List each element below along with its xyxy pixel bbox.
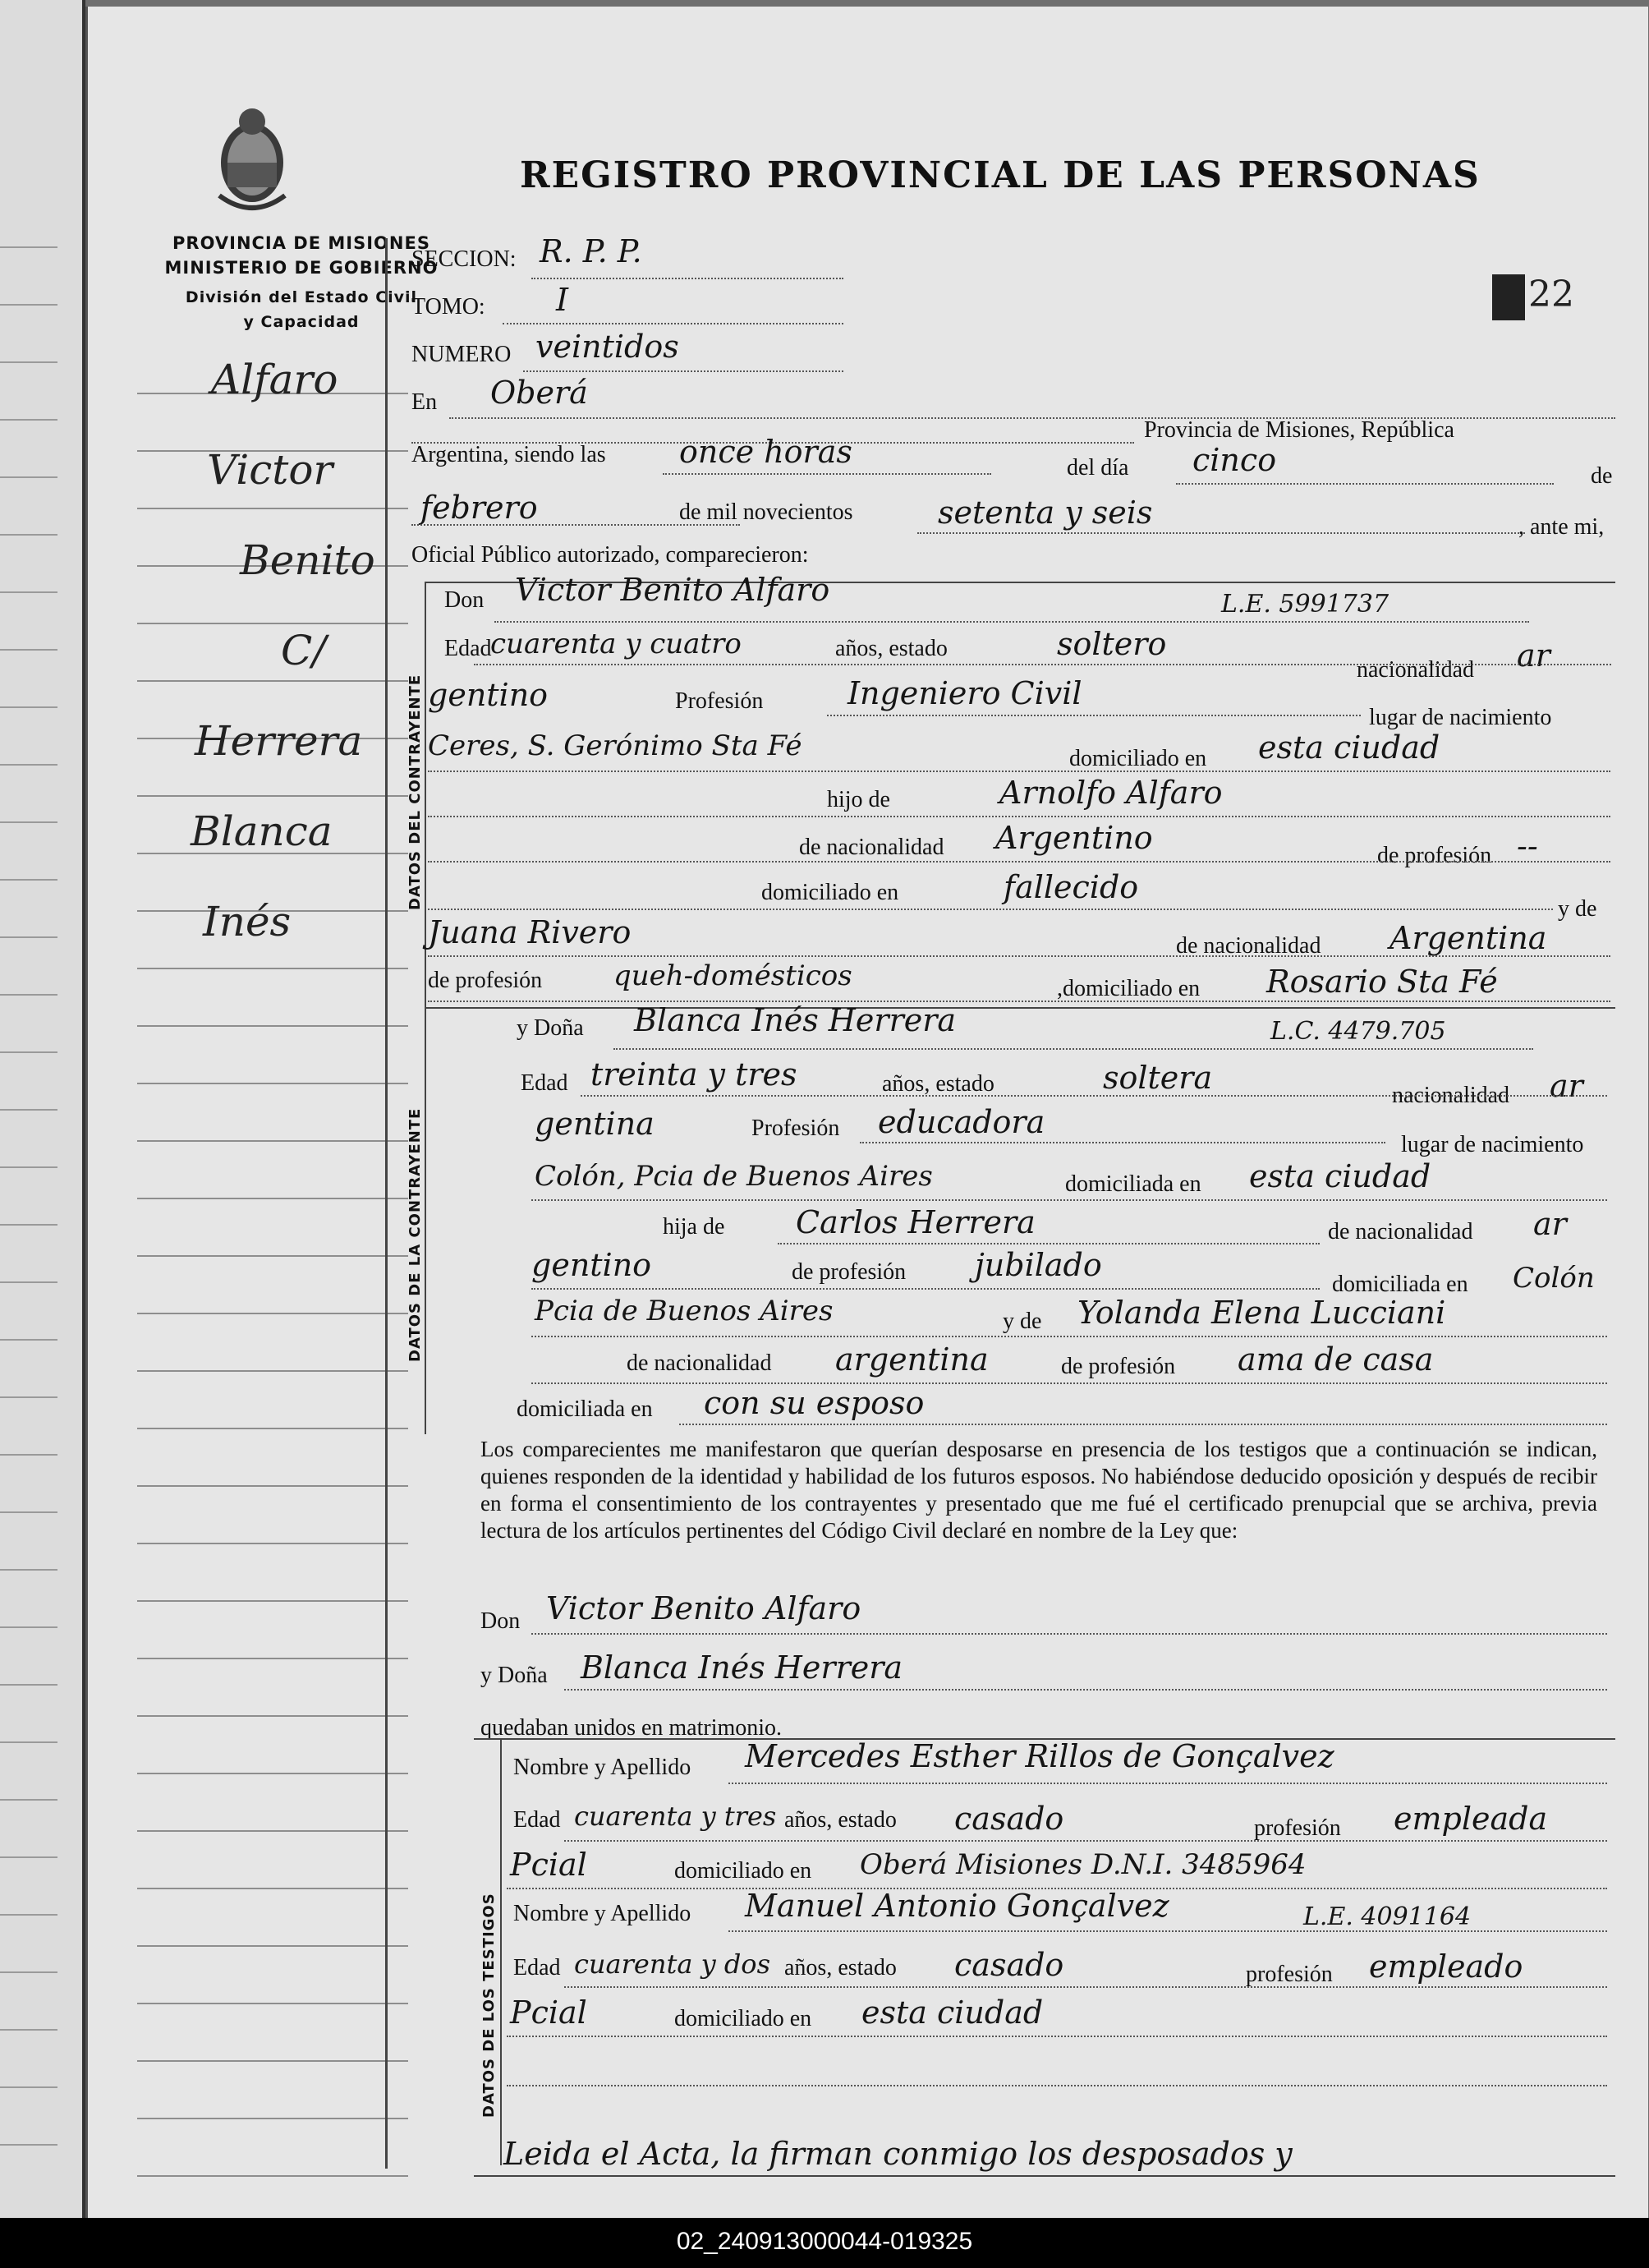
form-left-border: [385, 238, 388, 2169]
oficial-text: Oficial Público autorizado, comparecieron:: [411, 542, 809, 568]
madre-dom: Rosario Sta Fé: [1266, 964, 1498, 1000]
contrayente-domicilio: esta ciudad: [1258, 729, 1440, 766]
testigo2-doc: L.E. 4091164: [1303, 1902, 1472, 1931]
page-number-value: 22: [1528, 274, 1574, 315]
padre2-prof: jubilado: [975, 1247, 1102, 1283]
numero-label: NUMERO: [411, 342, 512, 367]
anios-label-2: años, estado: [882, 1071, 994, 1097]
t1-edad-label: Edad: [513, 1807, 561, 1833]
contrayenta-top-rule: [425, 1007, 1615, 1009]
province-line-4: y Capacidad: [243, 313, 360, 331]
t1-dom-label: domiciliado en: [674, 1858, 812, 1884]
province-line-3: División del Estado Civil: [185, 288, 418, 306]
de-label: de: [1591, 463, 1613, 489]
y-de-label: y de: [1558, 896, 1597, 922]
contrayenta-domicilio: esta ciudad: [1249, 1158, 1431, 1194]
argentina-siendo-label: Argentina, siendo las: [411, 442, 606, 467]
margin-note-5: Herrera: [195, 717, 363, 765]
tomo-value: I: [556, 282, 569, 318]
testigo2-nombre: Manuel Antonio Gonçalvez: [745, 1888, 1169, 1924]
contrayenta-lugar: Colón, Pcia de Buenos Aires: [535, 1160, 933, 1193]
coat-of-arms-icon: [203, 97, 301, 220]
padre-nac-label: de nacionalidad: [799, 835, 944, 860]
testigo2-edad: cuarenta y dos: [574, 1948, 770, 1980]
t1-prof-label: profesión: [1254, 1815, 1341, 1841]
contrayenta-nac-1: ar: [1550, 1068, 1583, 1104]
domiciliada-label: domiciliada en: [1065, 1171, 1201, 1197]
contrayente-doc: L.E. 5991737: [1221, 590, 1389, 619]
don-label-2: Don: [480, 1608, 521, 1634]
margin-note-7: Inés: [203, 898, 292, 945]
contrayenta-nombre: Blanca Inés Herrera: [634, 1002, 957, 1038]
document-title: REGISTRO PROVINCIAL DE LAS PERSONAS: [520, 154, 1481, 196]
side-label-testigos: DATOS DE LOS TESTIGOS: [480, 1893, 498, 2118]
margin-note-3: Benito: [240, 536, 375, 584]
testigo1-nombre: Mercedes Esther Rillos de Gonçalvez: [745, 1738, 1334, 1774]
padre2-dom-2: Pcia de Buenos Aires: [535, 1295, 834, 1327]
padre-dom: fallecido: [1004, 869, 1139, 905]
margin-note-1: Alfaro: [211, 356, 338, 403]
testigo2-prof-2: Pcial: [510, 1994, 587, 2031]
contrayente-profesion: Ingeniero Civil: [847, 675, 1082, 711]
closing-line: Leida el Acta, la firman conmigo los desposados y: [503, 2136, 1293, 2172]
testigo1-prof: empleada: [1394, 1801, 1548, 1837]
lugar-label: lugar de nacimiento: [1369, 705, 1552, 730]
madre-nac: Argentina: [1389, 920, 1547, 956]
contrayente-nombre: Victor Benito Alfaro: [515, 572, 830, 608]
del-dia-label: del día: [1067, 455, 1129, 481]
hija-de-label: hija de: [663, 1214, 725, 1240]
margin-note-2: Victor: [207, 446, 333, 494]
y-de-label-2: y de: [1003, 1309, 1042, 1334]
testigo2-prof: empleado: [1369, 1948, 1523, 1985]
contrayente-edad: cuarenta y cuatro: [490, 628, 742, 660]
madre2-prof-label: de profesión: [1061, 1354, 1176, 1379]
t2-prof-label: profesión: [1246, 1962, 1333, 1987]
declaration-text: Los comparecientes me manifestaron que querían desposarse en presencia de los testigos que a continuación se indican, quienes responden de la identidad y habilidad de los futuros esposos. No habiéndose deducido oposición y después de recibir en forma el consentimiento de los contrayentes y presentado que me fué el certificado prenupcial que se archiva, previa lectura de los artículos pertinentes del Código Civil declaré en nombre de la Ley que:: [480, 1437, 1597, 1543]
padre2-nac-label: de nacionalidad: [1328, 1219, 1473, 1244]
padre2-nac-2: gentino: [531, 1247, 652, 1283]
nacionalidad-label: nacionalidad: [1357, 657, 1475, 683]
tomo-label: TOMO:: [411, 294, 485, 320]
madre-prof: queh-domésticos: [613, 959, 852, 992]
province-line-2: MINISTERIO DE GOBIERNO: [164, 258, 439, 278]
declaracion-don: Victor Benito Alfaro: [546, 1590, 861, 1626]
nacionalidad-label-2: nacionalidad: [1392, 1083, 1510, 1108]
anio-value: setenta y seis: [938, 495, 1153, 531]
t2-dom-label: domiciliado en: [674, 2006, 812, 2031]
edad-label-2: Edad: [521, 1070, 568, 1096]
contrayente-nac-2: gentino: [428, 677, 549, 713]
margin-note-4: C/: [281, 627, 327, 674]
madre-prof-label: de profesión: [428, 968, 543, 993]
edad-label: Edad: [444, 636, 492, 661]
dia-value: cinco: [1192, 442, 1277, 478]
mil-novecientos-label: de mil novecientos: [679, 499, 853, 525]
padre2-nombre: Carlos Herrera: [796, 1204, 1036, 1240]
testigo2-dom: esta ciudad: [861, 1994, 1044, 2031]
testigo1-edad: cuarenta y tres: [574, 1801, 777, 1832]
quedaban-text: quedaban unidos en matrimonio.: [480, 1715, 783, 1741]
en-label: En: [411, 389, 438, 415]
declaracion-dona: Blanca Inés Herrera: [581, 1649, 903, 1686]
ante-mi-label: , ante mi,: [1518, 514, 1605, 540]
madre2-nac-label: de nacionalidad: [627, 1350, 772, 1376]
padre-nombre: Arnolfo Alfaro: [999, 775, 1223, 811]
register-sheet: [85, 7, 1648, 2218]
t2-nombre-label: Nombre y Apellido: [513, 1901, 691, 1926]
page-number: [1492, 274, 1574, 320]
side-label-contrayente: DATOS DEL CONTRAYENTE: [407, 674, 424, 910]
t2-anios-label: años, estado: [784, 1955, 897, 1980]
lugar-label-2: lugar de nacimiento: [1401, 1132, 1584, 1157]
padre-nac: Argentino: [995, 820, 1153, 856]
en-value: Oberá: [490, 375, 588, 411]
padre-prof-label: de profesión: [1377, 843, 1492, 868]
padre-dom-label: domiciliado en: [761, 880, 899, 905]
padre2-prof-label: de profesión: [792, 1259, 907, 1285]
y-dona-label-2: y Doña: [480, 1663, 548, 1688]
madre-dom-label: ,domiciliado en: [1057, 976, 1201, 1001]
contrayente-nac-1: ar: [1517, 637, 1550, 674]
madre-nombre: Juana Rivero: [428, 914, 632, 950]
t1-nombre-label: Nombre y Apellido: [513, 1755, 691, 1780]
profesion-label: Profesión: [675, 688, 764, 714]
testigo2-estado: casado: [954, 1947, 1064, 1983]
profesion-label-2: Profesión: [751, 1116, 840, 1141]
madre2-prof: ama de casa: [1238, 1341, 1434, 1378]
madre-nac-label: de nacionalidad: [1176, 933, 1321, 959]
madre2-nac: argentina: [835, 1341, 989, 1378]
domiciliado-label: domiciliado en: [1069, 746, 1207, 771]
side-label-contrayenta: DATOS DE LA CONTRAYENTE: [407, 1107, 424, 1362]
contrayente-lugar: Ceres, S. Gerónimo Sta Fé: [428, 729, 802, 762]
mes-value: febrero: [420, 490, 538, 526]
padre2-dom-1: Colón: [1513, 1262, 1595, 1295]
contrayenta-estado: soltera: [1103, 1060, 1213, 1096]
contrayenta-doc: L.C. 4479.705: [1270, 1017, 1446, 1046]
madre2-dom-label: domiciliada en: [517, 1396, 653, 1422]
testigo1-estado: casado: [954, 1801, 1064, 1837]
anios-label: años, estado: [835, 636, 948, 661]
padre2-dom-label: domiciliada en: [1332, 1272, 1468, 1297]
contrayenta-profesion: educadora: [878, 1104, 1045, 1140]
t1-anios-label: años, estado: [784, 1807, 897, 1833]
hijo-de-label: hijo de: [827, 787, 890, 812]
provincia-text: Provincia de Misiones, República: [1144, 417, 1454, 443]
padre2-nac-1: ar: [1533, 1206, 1567, 1242]
contrayenta-edad: treinta y tres: [590, 1056, 797, 1093]
madre2-dom: con su esposo: [704, 1385, 925, 1421]
seccion-label: SECCION:: [411, 246, 517, 272]
province-line-1: PROVINCIA DE MISIONES: [172, 233, 430, 253]
facing-page-edge: [0, 0, 85, 2218]
padre-prof: --: [1517, 828, 1538, 864]
madre2-nombre: Yolanda Elena Lucciani: [1077, 1295, 1446, 1331]
testigo1-prof-2: Pcial: [510, 1847, 587, 1883]
don-label: Don: [444, 587, 485, 613]
t2-edad-label: Edad: [513, 1955, 561, 1980]
footer-id: 02_240913000044-019325: [676, 2228, 973, 2255]
hora-value: once horas: [679, 434, 852, 470]
contrayente-estado: soltero: [1057, 626, 1167, 662]
contrayenta-nac-2: gentina: [535, 1106, 655, 1142]
scan-footer: [0, 2218, 1649, 2268]
numero-value: veintidos: [535, 329, 679, 365]
seccion-value: R. P. P.: [540, 233, 642, 269]
y-dona-label: y Doña: [517, 1015, 584, 1041]
testigo1-dom: Oberá Misiones D.N.I. 3485964: [860, 1848, 1307, 1881]
margin-note-6: Blanca: [191, 807, 333, 855]
